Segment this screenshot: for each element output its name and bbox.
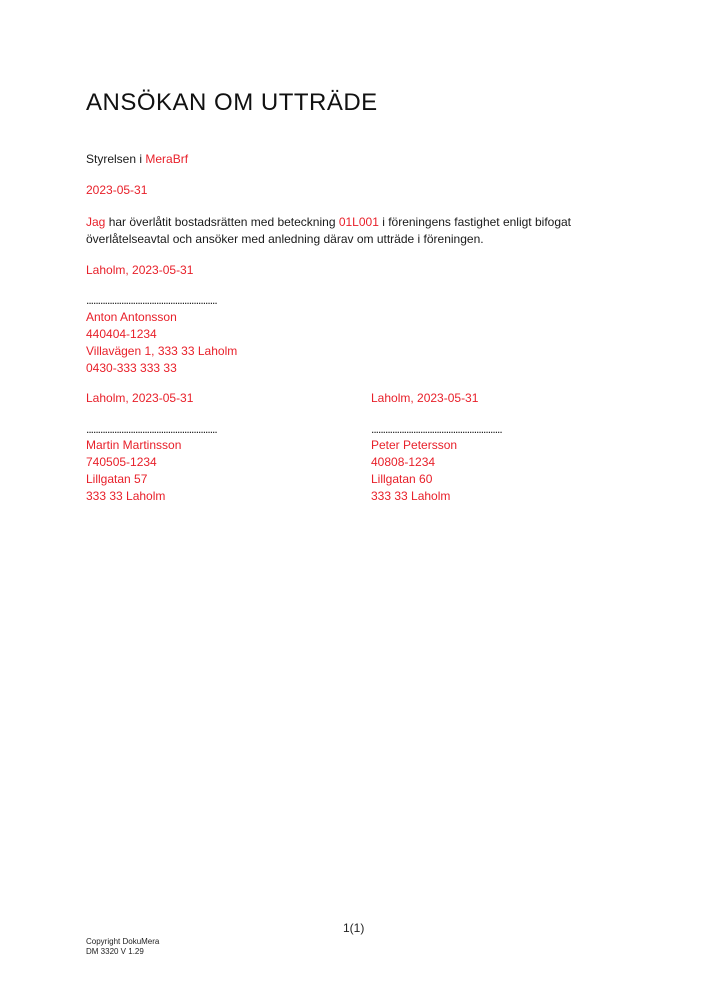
seller-details bbox=[86, 309, 237, 377]
seller-address: Villavägen 1, 333 33 Laholm bbox=[86, 344, 238, 358]
buyer1-postal: 333 33 Laholm bbox=[86, 489, 166, 503]
seller-place-date: Laholm, 2023-05-31 bbox=[86, 263, 194, 277]
buyer1-place-date: Laholm, 2023-05-31 bbox=[86, 391, 194, 405]
page-number: 1(1) bbox=[343, 921, 365, 935]
association-name: MeraBrf bbox=[145, 152, 189, 166]
buyer2-id-number: 40808-1234 bbox=[371, 455, 436, 469]
buyer1-name: Martin Martinsson bbox=[86, 438, 182, 452]
seller-id-number: 440404-1234 bbox=[86, 327, 157, 341]
application-text-part2: i föreningens fastighet enligt bifogat överlåtelseavtal och ansöker med anledning därav om utträde i föreningen. bbox=[86, 215, 572, 246]
document-title: ANSÖKAN OM UTTRÄDE bbox=[86, 89, 378, 116]
buyer1-details bbox=[86, 437, 181, 505]
seller-signature-line: ........................................................ bbox=[86, 295, 217, 305]
buyer2-postal: 333 33 Laholm bbox=[371, 489, 451, 503]
addressee-line bbox=[86, 151, 188, 168]
document-date: 2023-05-31 bbox=[86, 183, 148, 197]
buyer1-street: Lillgatan 57 bbox=[86, 472, 148, 486]
buyer2-details bbox=[371, 437, 457, 505]
application-text bbox=[86, 214, 626, 248]
buyer2-street: Lillgatan 60 bbox=[371, 472, 433, 486]
footer bbox=[86, 937, 159, 957]
applicant-subject: Jag bbox=[86, 215, 106, 229]
unit-id: 01L001 bbox=[338, 215, 379, 229]
buyer2-name: Peter Petersson bbox=[371, 438, 458, 452]
seller-phone: 0430-333 333 33 bbox=[86, 361, 177, 375]
buyer2-place-date: Laholm, 2023-05-31 bbox=[371, 391, 479, 405]
seller-name: Anton Antonsson bbox=[86, 310, 177, 324]
footer-version: DM 3320 V 1.29 bbox=[86, 947, 144, 956]
buyer1-id-number: 740505-1234 bbox=[86, 455, 157, 469]
footer-copyright: Copyright DokuMera bbox=[86, 937, 160, 946]
application-text-part1: har överlåtit bostadsrätten med beteckning bbox=[105, 215, 339, 229]
buyer2-signature-line: ........................................................ bbox=[371, 424, 502, 434]
buyer1-signature-line: ........................................................ bbox=[86, 424, 217, 434]
addressee-prefix: Styrelsen i bbox=[86, 152, 146, 166]
